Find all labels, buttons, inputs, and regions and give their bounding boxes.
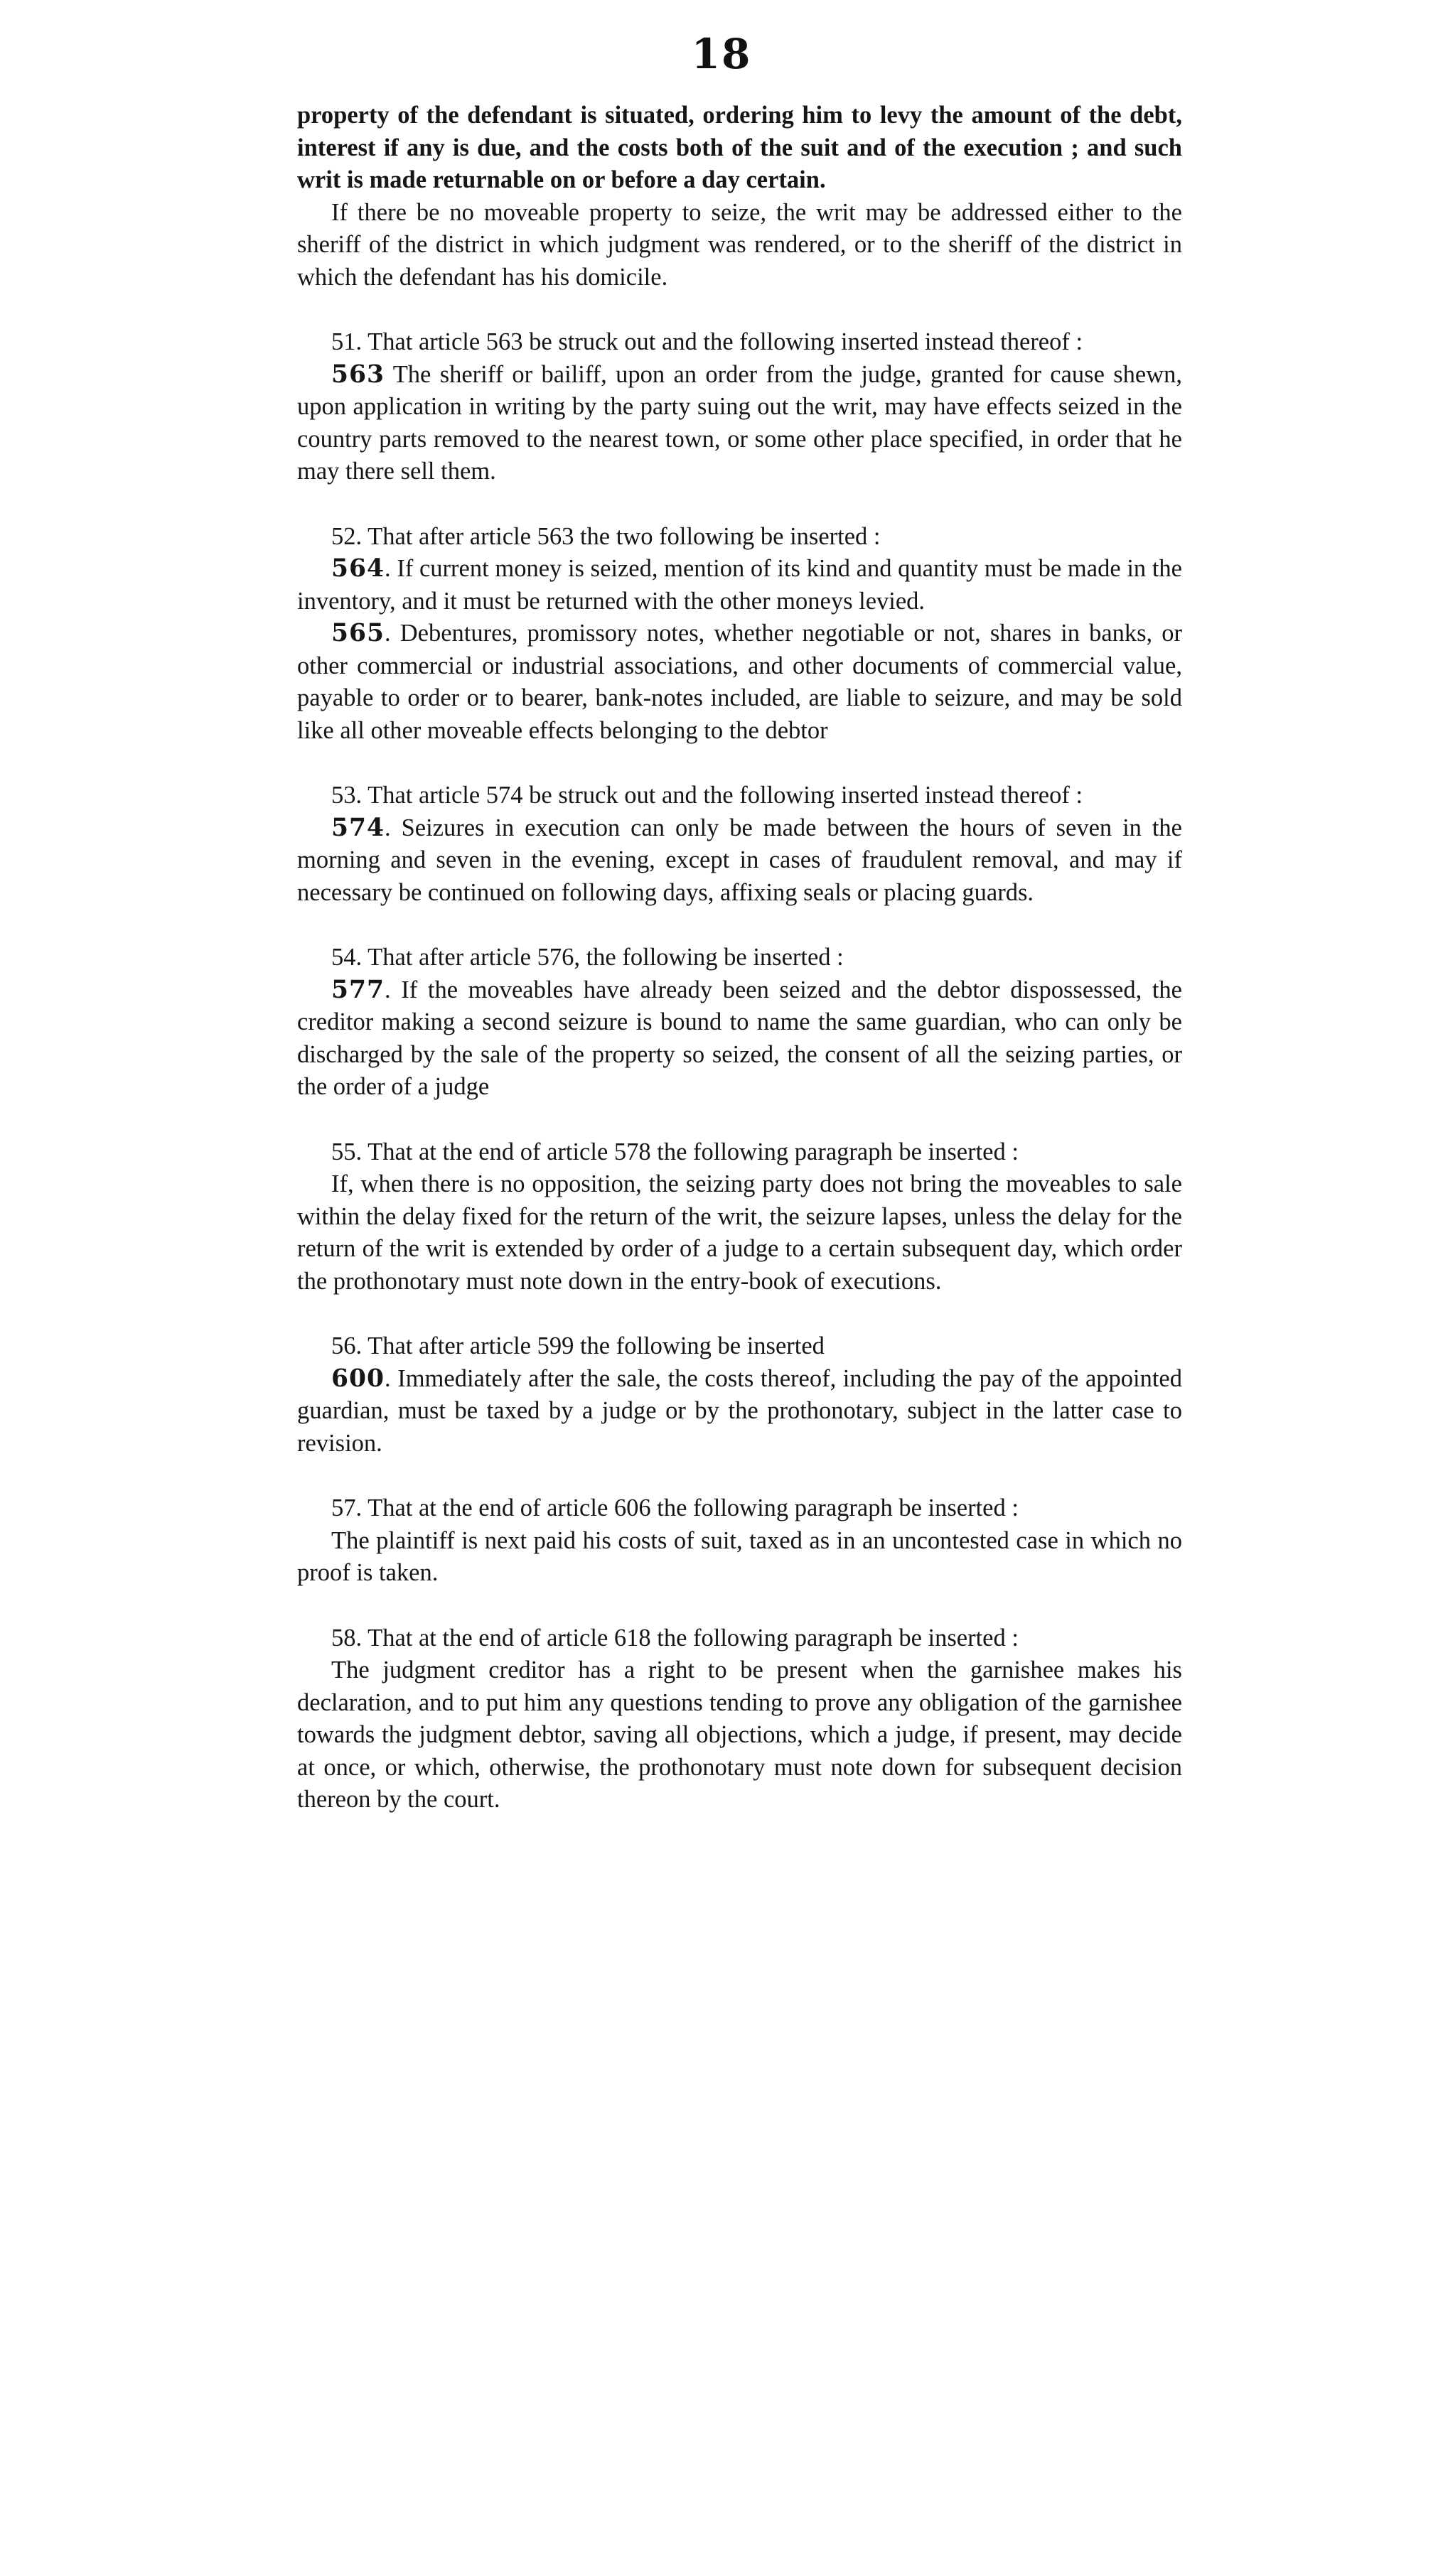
section-intro: 56. That after article 599 the following be inserted — [331, 1332, 825, 1359]
section-intro: 53. That article 574 be struck out and the following inserted instead thereof : — [331, 782, 1083, 809]
article-text: . If current money is seized, mention of its kind and quantity must be made in the inventory, and it must be returned with the other moneys levied. — [297, 555, 1182, 615]
article-paragraph — [297, 359, 1182, 488]
section-gap — [297, 293, 1182, 326]
resolution-section — [297, 326, 1182, 488]
resolution-section — [297, 780, 1182, 909]
article-paragraph — [297, 974, 1182, 1104]
section-gap — [297, 909, 1182, 942]
section-intro: 51. That article 563 be struck out and the following inserted instead thereof : — [331, 328, 1083, 355]
resolution-section — [297, 1492, 1182, 1590]
article-number: 564 — [331, 554, 385, 583]
section-gap — [297, 1298, 1182, 1330]
resolution-section — [297, 1330, 1182, 1460]
section-intro: 52. That after article 563 the two following be inserted : — [331, 522, 881, 550]
section-intro: 55. That at the end of article 578 the following paragraph be inserted : — [331, 1138, 1019, 1165]
resolution-section — [297, 1136, 1182, 1298]
article-paragraph — [297, 1363, 1182, 1460]
section-gap — [297, 1590, 1182, 1622]
continuation-paragraph — [297, 197, 1182, 294]
article-text: . If the moveables have already been seized and the debtor dispossessed, the creditor making a second seizure is bound to name the same guardian, who can only be discharged by the sale of the property so seized, the consent of all the seizing parties, or the order of a judge — [297, 976, 1182, 1100]
section-intro: 57. That at the end of article 606 the following paragraph be inserted : — [331, 1494, 1019, 1521]
resolution-section — [297, 1622, 1182, 1816]
article-number: 577 — [331, 975, 385, 1004]
continuation-block — [297, 99, 1182, 293]
page-number: 18 — [691, 30, 752, 78]
section-gap — [297, 488, 1182, 521]
article-text: The judgment creditor has a right to be present when the garnishee makes his declaration, and to put him any questions tending to prove any obligation of the garnishee towards the judgment debtor, saving all objections, which a judge, if present, may decide at once, or which, otherwise, the prothonotary must note down for subsequent decision thereon by the court. — [297, 1656, 1182, 1813]
article-number: 574 — [331, 813, 385, 842]
article-paragraph — [297, 1654, 1182, 1816]
article-number: 600 — [331, 1364, 385, 1393]
section-intro: 54. That after article 576, the following be inserted : — [331, 944, 844, 971]
article-text: If, when there is no opposition, the seizing party does not bring the moveables to sale within the delay fixed for the return of the writ, the seizure lapses, unless the delay for the return of the writ is extended by order of a judge to a certain subsequent day, which order the prothonotary must note down in the entry-book of executions. — [297, 1170, 1182, 1295]
article-text: . Debentures, promissory notes, whether negotiable or not, shares in banks, or other commercial or industrial associations, and other documents of commercial value, payable to order or to bearer, bank-notes included, are liable to seizure, and may be sold like all other moveable effects belonging to the debtor — [297, 620, 1182, 744]
section-gap — [297, 1104, 1182, 1136]
article-number: 565 — [331, 619, 385, 647]
text-segment: property of the defendant is situated, ordering him to levy the amount of the debt, interest if any is due, and the costs both of the suit and of the execution ; and such writ is made returnable on or before a day certain. — [297, 102, 1182, 193]
article-text: The plaintiff is next paid his costs of suit, taxed as in an uncontested case in which no proof is taken. — [297, 1526, 1182, 1586]
text-segment: If there be no moveable property to seize, the writ may be addressed either to the sheriff of the district in which judgment was rendered, or to the sheriff of the district in which the defendant has his domicile. — [297, 198, 1182, 291]
section-intro: 58. That at the end of article 618 the following paragraph be inserted : — [331, 1624, 1019, 1651]
section-gap — [297, 1460, 1182, 1492]
article-text: . Seizures in execution can only be made between the hours of seven in the morning and seven in the evening, except in cases of fraudulent removal, and may if necessary be continued on following days, affixing seals or placing guards. — [297, 814, 1182, 906]
resolution-section — [297, 521, 1182, 748]
article-text: . Immediately after the sale, the costs thereof, including the pay of the appointed guardian, must be taxed by a judge or by the prothonotary, subject in the latter case to revision. — [297, 1364, 1182, 1457]
text-column — [297, 99, 1182, 1816]
article-paragraph — [297, 812, 1182, 910]
section-gap — [297, 747, 1182, 780]
continuation-paragraph — [297, 99, 1182, 197]
resolution-section — [297, 942, 1182, 1104]
article-paragraph — [297, 618, 1182, 747]
article-paragraph — [297, 1168, 1182, 1298]
article-number: 563 — [331, 360, 385, 389]
article-text: The sheriff or bailiff, upon an order from the judge, granted for cause shewn, upon application in writing by the party suing out the writ, may have effects seized in the country parts removed to the nearest town, or some other place specified, in order that he may there sell them. — [297, 360, 1182, 485]
article-paragraph — [297, 553, 1182, 618]
article-paragraph — [297, 1525, 1182, 1590]
